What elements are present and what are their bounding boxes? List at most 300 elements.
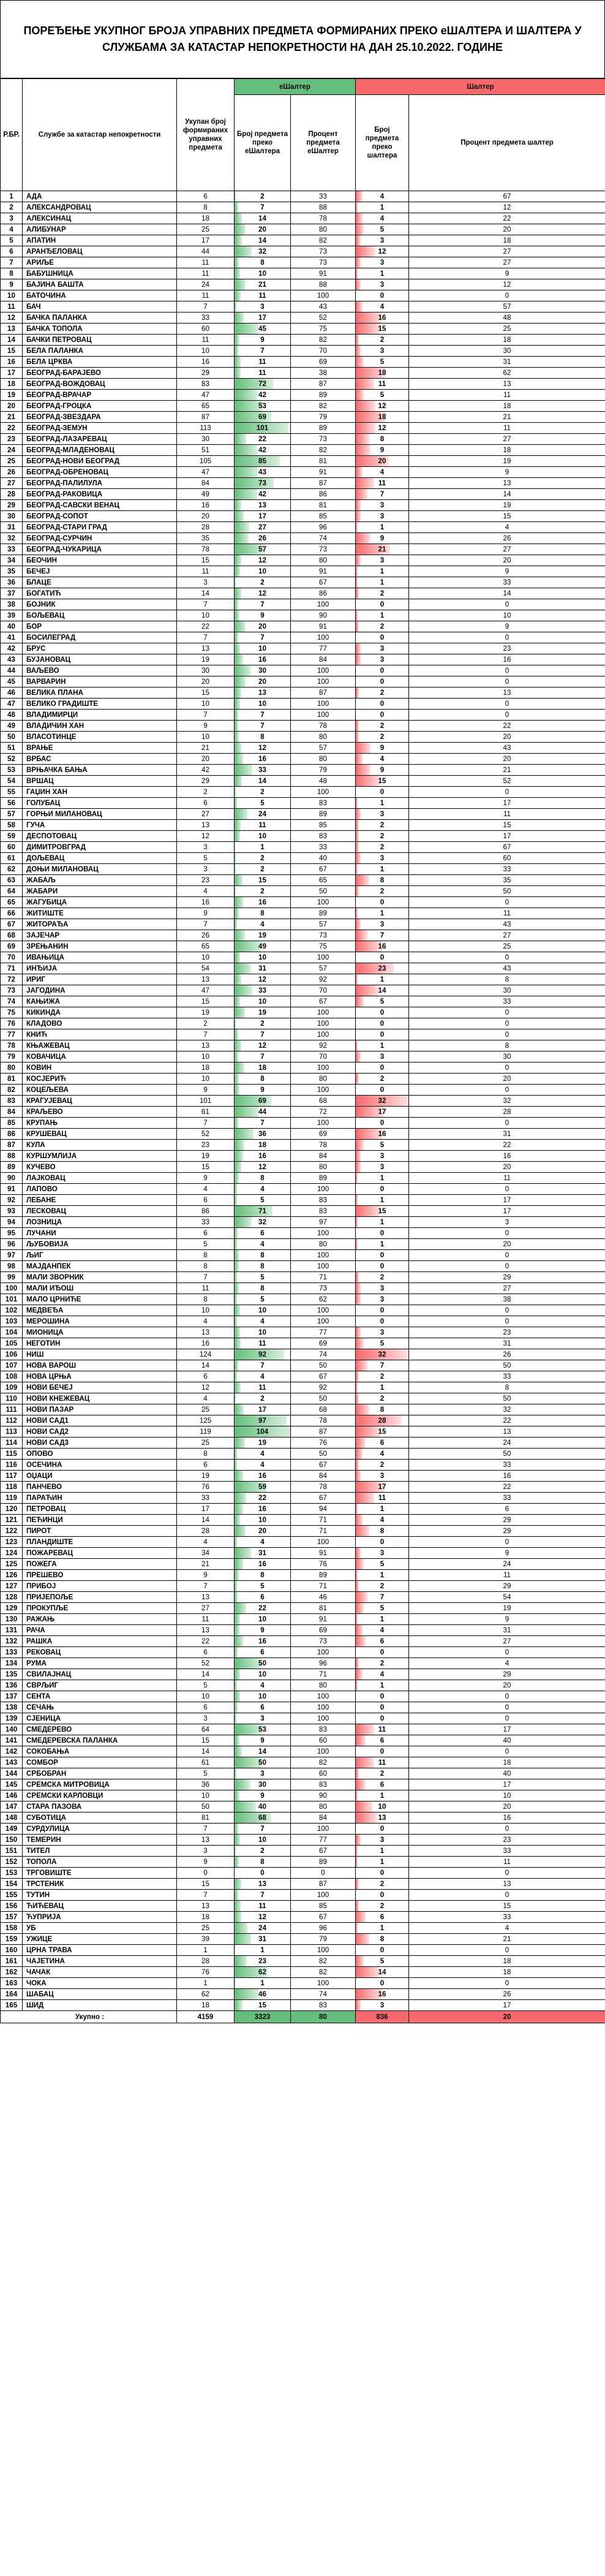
e-pct: 74 [291, 533, 356, 544]
row-number: 76 [1, 1018, 23, 1029]
e-count-value: 7 [260, 347, 265, 355]
table-row [1, 1074, 605, 1085]
e-count [235, 1835, 291, 1846]
s-pct: 17 [409, 1195, 605, 1206]
e-pct: 88 [291, 202, 356, 213]
e-count [235, 566, 291, 577]
e-count [235, 1085, 291, 1096]
e-count-bar [235, 632, 238, 643]
e-pct: 78 [291, 1415, 356, 1426]
total-count: 23 [177, 875, 235, 886]
s-count [356, 1283, 409, 1294]
service-name: ИРИГ [23, 974, 177, 985]
service-name: АРАНЂЕЛОВАЦ [23, 246, 177, 257]
e-count-value: 14 [258, 1748, 266, 1756]
e-pct: 78 [291, 1482, 356, 1493]
table-row [1, 1868, 605, 1879]
s-count-value: 16 [378, 1130, 386, 1138]
table-row [1, 1140, 605, 1151]
e-count-value: 8 [260, 1571, 265, 1579]
e-pct: 69 [291, 1625, 356, 1636]
table-row [1, 346, 605, 357]
table-row [1, 654, 605, 665]
table-row [1, 401, 605, 412]
s-count-bar [356, 1724, 374, 1735]
s-pct: 48 [409, 313, 605, 324]
s-pct: 11 [409, 390, 605, 401]
row-number: 57 [1, 809, 23, 820]
s-pct: 15 [409, 820, 605, 831]
table-row [1, 1625, 605, 1636]
e-count-value: 1 [260, 1946, 265, 1954]
s-count-value: 8 [380, 1406, 385, 1414]
total-count: 5 [177, 853, 235, 864]
s-count-bar [356, 1272, 359, 1282]
table-row [1, 1636, 605, 1647]
e-count-bar [235, 908, 239, 919]
s-count [356, 390, 409, 401]
s-count-bar [356, 1449, 363, 1459]
s-count [356, 478, 409, 489]
e-count-value: 20 [258, 1527, 266, 1535]
total-count: 12 [177, 831, 235, 842]
table-row [1, 279, 605, 290]
e-count-bar [235, 224, 246, 235]
total-e-count: 3323 [235, 2011, 291, 2023]
e-count-bar [235, 1570, 239, 1580]
table-row [1, 489, 605, 500]
s-count [356, 1460, 409, 1471]
service-name: РУМА [23, 1658, 177, 1669]
e-count-bar [235, 1316, 237, 1327]
e-count-value: 4 [260, 1373, 265, 1381]
service-name: СМЕДЕРЕВО [23, 1724, 177, 1735]
s-count-value: 0 [380, 1692, 385, 1700]
row-number: 66 [1, 908, 23, 919]
s-pct: 67 [409, 842, 605, 853]
e-count-bar [235, 588, 241, 599]
table-row [1, 478, 605, 489]
e-count [235, 1625, 291, 1636]
s-count [356, 324, 409, 335]
service-name: БОЉЕВАЦ [23, 610, 177, 621]
s-count [356, 1570, 409, 1581]
e-pct: 100 [291, 1746, 356, 1757]
service-name: ТРСТЕНИК [23, 1879, 177, 1890]
e-count [235, 1184, 291, 1195]
table-row [1, 1956, 605, 1967]
s-pct: 31 [409, 357, 605, 368]
s-count-bar [356, 1956, 364, 1966]
e-count-value: 11 [258, 1902, 266, 1910]
e-count-bar [235, 1625, 239, 1635]
s-count [356, 1614, 409, 1625]
s-count-value: 0 [380, 700, 385, 708]
s-pct: 11 [409, 1570, 605, 1581]
s-count-bar [356, 1294, 361, 1305]
s-pct: 0 [409, 1228, 605, 1239]
e-pct: 74 [291, 1349, 356, 1360]
e-count [235, 544, 291, 555]
e-count [235, 555, 291, 566]
total-count: 11 [177, 566, 235, 577]
e-count-value: 6 [260, 1703, 265, 1711]
s-count [356, 1018, 409, 1029]
total-count: 9 [177, 1570, 235, 1581]
table-row [1, 963, 605, 974]
service-name: МАЛИ ИЂОШ [23, 1283, 177, 1294]
s-count-bar [356, 820, 359, 830]
e-pct: 78 [291, 721, 356, 732]
s-count-value: 5 [380, 1339, 385, 1347]
e-pct: 50 [291, 886, 356, 897]
e-count-bar [235, 1526, 246, 1536]
s-count [356, 1118, 409, 1129]
service-name: ЖАБАРИ [23, 886, 177, 897]
s-pct: 0 [409, 1647, 605, 1658]
s-count [356, 1085, 409, 1096]
table-row [1, 1482, 605, 1493]
row-number: 141 [1, 1735, 23, 1746]
e-count-bar [235, 941, 261, 952]
s-count [356, 202, 409, 213]
e-count-bar [235, 1790, 239, 1801]
e-count-bar [235, 1063, 244, 1073]
service-name: ДОЊИ МИЛАНОВАЦ [23, 864, 177, 875]
e-pct: 65 [291, 875, 356, 886]
e-pct: 82 [291, 445, 356, 456]
e-count-value: 32 [258, 1218, 266, 1226]
e-count-value: 4 [260, 1681, 265, 1689]
service-name: ДОЉЕВАЦ [23, 853, 177, 864]
e-pct: 100 [291, 1824, 356, 1835]
s-count-value: 4 [380, 468, 385, 476]
e-count-value: 31 [258, 1935, 266, 1943]
s-count [356, 908, 409, 919]
table-row [1, 875, 605, 886]
e-count-value: 12 [258, 1042, 266, 1050]
row-number: 117 [1, 1471, 23, 1482]
service-name: ЛАЈКОВАЦ [23, 1173, 177, 1184]
total-count: 7 [177, 710, 235, 721]
e-pct: 94 [291, 1504, 356, 1515]
service-name: БЕОГРАД-ПАЛИЛУЛА [23, 478, 177, 489]
s-pct: 25 [409, 941, 605, 952]
e-count [235, 1040, 291, 1051]
s-pct: 27 [409, 1283, 605, 1294]
s-count-value: 0 [380, 600, 385, 608]
e-count-value: 10 [258, 1670, 266, 1678]
s-count [356, 1702, 409, 1713]
table-row [1, 1063, 605, 1074]
e-count [235, 1890, 291, 1901]
s-count [356, 1482, 409, 1493]
total-count: 33 [177, 1217, 235, 1228]
service-name: МЕДВЕЂА [23, 1305, 177, 1316]
s-pct: 60 [409, 853, 605, 864]
e-count [235, 2000, 291, 2011]
service-name: ТЕМЕРИН [23, 1835, 177, 1846]
s-count-bar [356, 500, 361, 510]
total-count: 13 [177, 643, 235, 654]
row-number: 128 [1, 1592, 23, 1603]
e-count [235, 1603, 291, 1614]
s-count-bar [356, 1813, 377, 1823]
total-count: 83 [177, 379, 235, 390]
row-number: 105 [1, 1338, 23, 1349]
e-pct: 68 [291, 1404, 356, 1415]
e-pct: 89 [291, 1857, 356, 1868]
e-count-bar [235, 665, 250, 676]
table-row [1, 721, 605, 732]
s-count-value: 2 [380, 887, 385, 895]
table-row [1, 390, 605, 401]
s-count [356, 875, 409, 886]
s-count [356, 1868, 409, 1879]
e-pct: 79 [291, 1934, 356, 1945]
e-count [235, 1801, 291, 1813]
s-count-value: 2 [380, 722, 385, 730]
e-count-value: 42 [258, 391, 266, 399]
s-count-value: 0 [380, 1119, 385, 1127]
s-count [356, 864, 409, 875]
total-count: 4159 [177, 2011, 235, 2023]
e-count [235, 202, 291, 213]
s-count [356, 1923, 409, 1934]
table-row [1, 1824, 605, 1835]
table-row [1, 191, 605, 202]
total-count: 7 [177, 919, 235, 930]
service-name: БАЧ [23, 301, 177, 313]
row-number: 139 [1, 1713, 23, 1724]
s-count-value: 1 [380, 1681, 385, 1689]
service-name: ОПОВО [23, 1449, 177, 1460]
service-name: СУБОТИЦА [23, 1813, 177, 1824]
e-count-bar [235, 467, 258, 477]
e-count [235, 1647, 291, 1658]
e-count [235, 621, 291, 632]
s-count [356, 952, 409, 963]
e-count-value: 5 [260, 799, 265, 807]
e-count [235, 1923, 291, 1934]
s-count [356, 224, 409, 235]
service-name: СУРДУЛИЦА [23, 1824, 177, 1835]
row-number: 16 [1, 357, 23, 368]
e-count [235, 886, 291, 897]
e-count [235, 1371, 291, 1382]
e-count-value: 12 [258, 975, 266, 983]
e-count-bar [235, 1846, 236, 1856]
service-name: ДИМИТРОВГРАД [23, 842, 177, 853]
s-count-value: 2 [380, 821, 385, 829]
s-pct: 29 [409, 1515, 605, 1526]
table-row [1, 268, 605, 279]
s-count-value: 2 [380, 1582, 385, 1590]
s-count-value: 1 [380, 612, 385, 619]
e-count-value: 14 [258, 214, 266, 222]
s-count [356, 632, 409, 643]
e-pct: 100 [291, 1184, 356, 1195]
s-count-value: 3 [380, 645, 385, 653]
e-pct: 74 [291, 1989, 356, 2000]
s-pct: 50 [409, 1360, 605, 1371]
e-count-bar [235, 246, 252, 257]
service-name: БАТОЧИНА [23, 290, 177, 301]
e-count [235, 610, 291, 621]
total-row [1, 2011, 605, 2023]
e-count [235, 1118, 291, 1129]
s-count-value: 5 [380, 391, 385, 399]
e-count [235, 224, 291, 235]
table-row [1, 1669, 605, 1680]
e-count-bar [235, 853, 236, 863]
e-count-bar [235, 577, 236, 588]
total-count: 7 [177, 1118, 235, 1129]
table-row [1, 1129, 605, 1140]
table-row [1, 1989, 605, 2000]
service-name: ВАРВАРИН [23, 676, 177, 688]
s-pct: 32 [409, 1096, 605, 1107]
table-row [1, 1967, 605, 1978]
service-name: БЕОГРАД-МЛАДЕНОВАЦ [23, 445, 177, 456]
e-count-value: 101 [256, 424, 269, 432]
s-count-bar [356, 213, 363, 224]
e-count [235, 1779, 291, 1790]
e-count [235, 996, 291, 1007]
s-count [356, 1327, 409, 1338]
s-count [356, 1404, 409, 1415]
table-row [1, 809, 605, 820]
s-count [356, 1371, 409, 1382]
e-count-bar [235, 930, 245, 941]
e-count-bar [235, 1217, 252, 1227]
e-count [235, 1349, 291, 1360]
e-pct: 75 [291, 324, 356, 335]
s-count-bar [356, 1846, 358, 1856]
service-name: ТИТЕЛ [23, 1846, 177, 1857]
total-count: 6 [177, 1228, 235, 1239]
e-count-bar [235, 1801, 256, 1812]
e-count [235, 632, 291, 643]
e-count-bar [235, 1151, 243, 1161]
s-pct: 31 [409, 1625, 605, 1636]
e-pct: 92 [291, 1382, 356, 1393]
row-number: 92 [1, 1195, 23, 1206]
s-count-value: 1 [380, 1384, 385, 1392]
row-number: 135 [1, 1669, 23, 1680]
e-count-bar [235, 213, 242, 224]
s-count [356, 1592, 409, 1603]
e-count-value: 17 [258, 314, 266, 322]
e-count-bar [235, 765, 252, 775]
e-count-value: 9 [260, 1086, 265, 1094]
e-count [235, 1283, 291, 1294]
e-pct: 100 [291, 1647, 356, 1658]
e-count [235, 445, 291, 456]
s-count [356, 721, 409, 732]
s-pct: 29 [409, 1526, 605, 1537]
row-number: 161 [1, 1956, 23, 1967]
e-count-value: 53 [258, 1726, 266, 1733]
s-pct: 27 [409, 246, 605, 257]
service-name: ЖИТОРАЂА [23, 919, 177, 930]
total-count: 10 [177, 699, 235, 710]
s-pct: 0 [409, 599, 605, 610]
s-count-value: 7 [380, 1362, 385, 1369]
s-count-value: 3 [380, 259, 385, 267]
e-count-value: 8 [260, 1174, 265, 1182]
s-pct: 0 [409, 1824, 605, 1835]
s-count-value: 1 [380, 799, 385, 807]
total-count: 39 [177, 1934, 235, 1945]
e-count-bar [235, 1746, 242, 1757]
e-count [235, 1934, 291, 1945]
e-count-bar [235, 379, 273, 389]
e-pct: 57 [291, 919, 356, 930]
s-count-value: 0 [380, 667, 385, 675]
table-row [1, 1581, 605, 1592]
e-count [235, 1757, 291, 1768]
total-count: 20 [177, 511, 235, 522]
service-name: ЧАЈЕТИНА [23, 1956, 177, 1967]
s-count-value: 1 [380, 975, 385, 983]
table-row [1, 853, 605, 864]
e-pct: 60 [291, 1768, 356, 1779]
table-row [1, 1371, 605, 1382]
s-count-bar [356, 798, 358, 808]
table-row [1, 1018, 605, 1029]
e-count [235, 1195, 291, 1206]
total-count: 21 [177, 1559, 235, 1570]
total-count: 25 [177, 1438, 235, 1449]
total-count: 105 [177, 456, 235, 467]
s-pct: 30 [409, 346, 605, 357]
s-pct: 11 [409, 423, 605, 434]
s-count [356, 1129, 409, 1140]
e-count-bar [235, 478, 274, 488]
service-name: ШАБАЦ [23, 1989, 177, 2000]
row-number: 158 [1, 1923, 23, 1934]
s-count-value: 11 [378, 1759, 386, 1767]
e-pct: 100 [291, 676, 356, 688]
s-count-bar [356, 643, 361, 654]
s-count-value: 5 [380, 1957, 385, 1965]
e-pct: 71 [291, 1581, 356, 1592]
row-number: 59 [1, 831, 23, 842]
e-count-bar [235, 974, 241, 985]
e-pct: 86 [291, 588, 356, 599]
s-count-bar [356, 533, 370, 544]
table-row [1, 974, 605, 985]
s-count [356, 1074, 409, 1085]
row-number: 11 [1, 301, 23, 313]
s-count [356, 1515, 409, 1526]
e-count [235, 511, 291, 522]
row-number: 7 [1, 257, 23, 268]
row-number: 32 [1, 533, 23, 544]
s-count-bar [356, 191, 363, 202]
e-count-bar [235, 1239, 237, 1249]
e-count-value: 10 [258, 700, 266, 708]
row-number: 162 [1, 1967, 23, 1978]
s-count-bar [356, 423, 375, 433]
s-count [356, 831, 409, 842]
service-name: ВЛАДИЧИН ХАН [23, 721, 177, 732]
table-row [1, 996, 605, 1007]
e-count-value: 2 [260, 865, 265, 873]
table-row [1, 522, 605, 533]
e-count [235, 1327, 291, 1338]
